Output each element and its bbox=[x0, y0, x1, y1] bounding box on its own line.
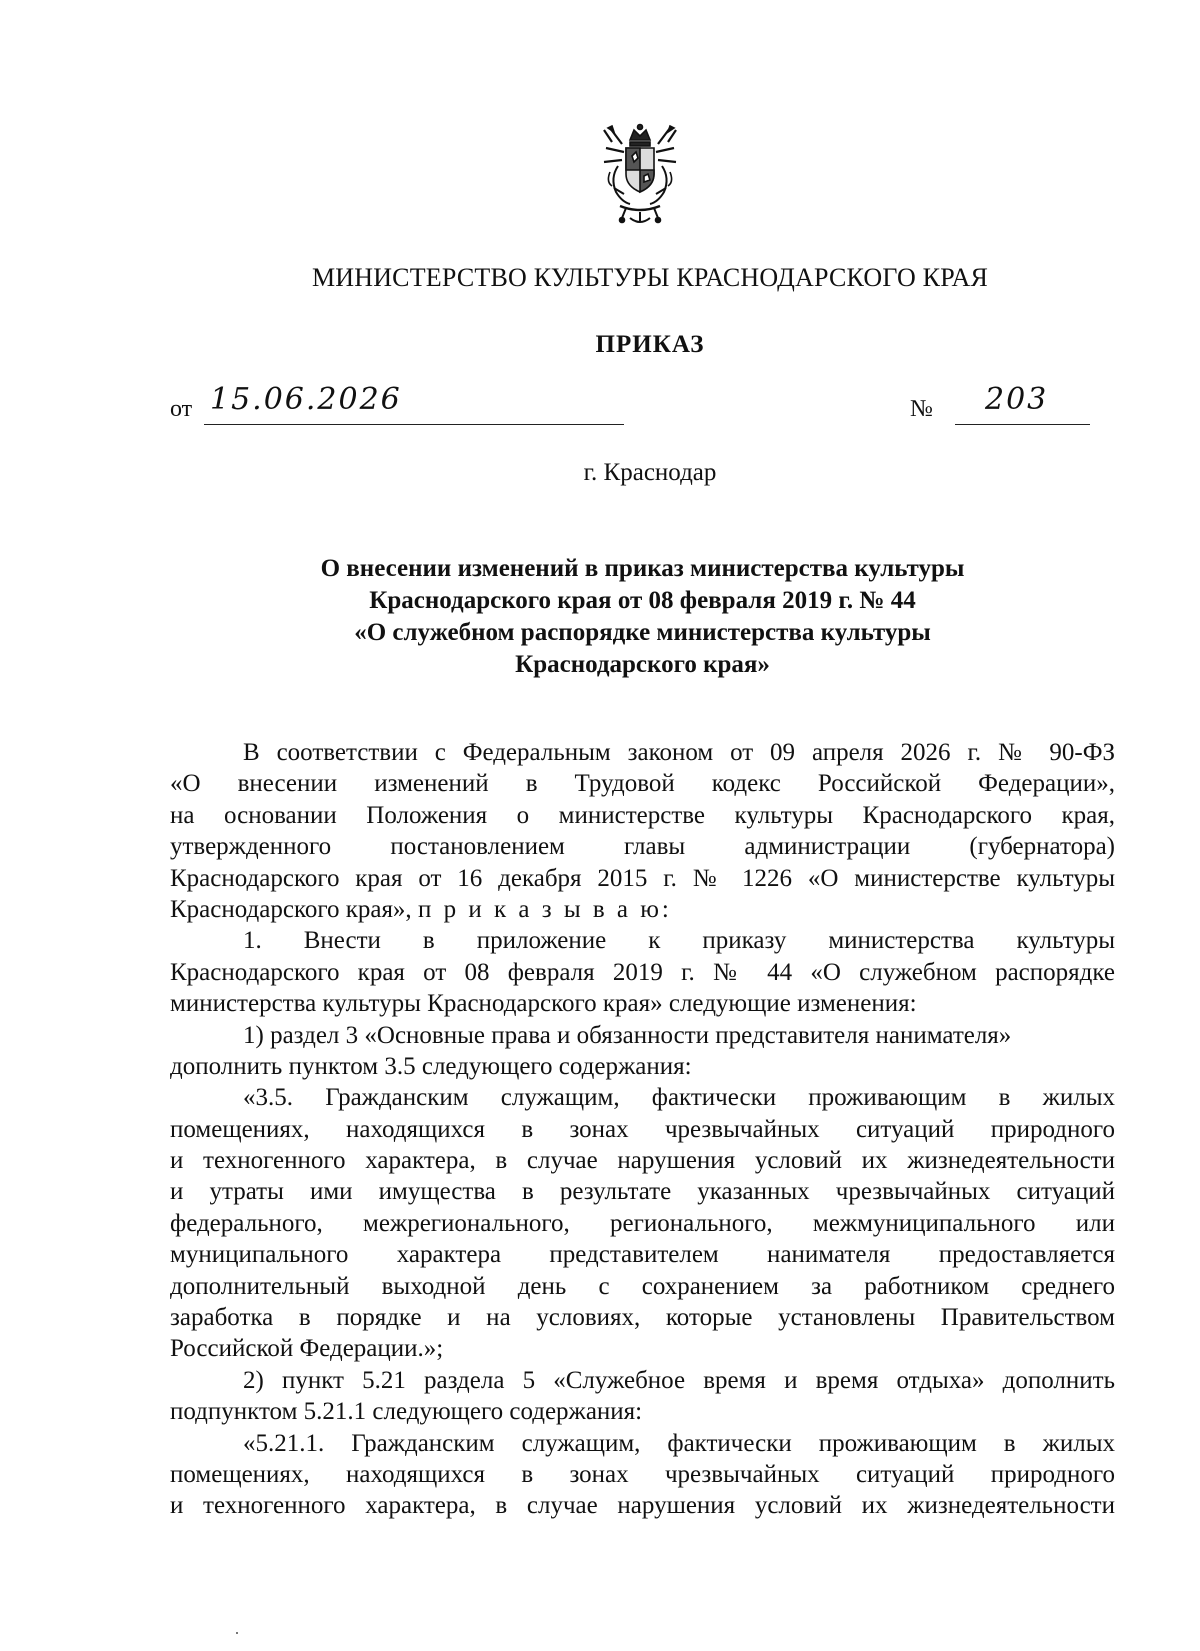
body-line: «3.5. Гражданским служащим, фактически проживающим в жилых bbox=[243, 1084, 1115, 1112]
subject-line: Краснодарского края» bbox=[515, 651, 770, 678]
body-line: помещениях, находящихся в зонах чрезвычайных ситуаций природного bbox=[170, 1460, 1115, 1488]
handwritten-date: 15.06.2026 bbox=[210, 382, 402, 417]
subject-line: «О служебном распорядке министерства культуры bbox=[354, 619, 931, 646]
handwritten-number: 203 bbox=[985, 382, 1049, 417]
date-number-row bbox=[170, 382, 1090, 428]
scan-speck bbox=[236, 1632, 238, 1634]
body-line: и утраты ими имущества в результате указанных чрезвычайных ситуаций bbox=[170, 1178, 1115, 1206]
number-underline bbox=[955, 424, 1090, 425]
body-line-with-directive bbox=[170, 894, 1115, 925]
body-line: Российской Федерации.»; bbox=[170, 1335, 444, 1363]
body-line: министерства культуры Краснодарского края» следующие изменения: bbox=[170, 990, 917, 1018]
body-line: и техногенного характера, в случае нарушения условий их жизнедеятельности bbox=[170, 1147, 1115, 1175]
coat-of-arms-icon bbox=[600, 122, 680, 228]
subject-line: Краснодарского края от 08 февраля 2019 г. № 44 bbox=[369, 587, 916, 614]
number-label: № bbox=[910, 396, 933, 422]
body-line: на основании Положения о министерстве культуры Краснодарского края, bbox=[170, 801, 1115, 829]
body-line: «5.21.1. Гражданским служащим, фактически проживающим в жилых bbox=[243, 1429, 1115, 1457]
body-line: 1. Внести в приложение к приказу министерства культуры bbox=[243, 927, 1115, 955]
body-line: помещениях, находящихся в зонах чрезвычайных ситуаций природного bbox=[170, 1115, 1115, 1143]
body-line: муниципального характера представителем нанимателя предоставляется bbox=[170, 1241, 1115, 1269]
date-underline bbox=[204, 424, 624, 425]
order-body bbox=[170, 737, 1115, 1522]
body-line: дополнительный выходной день с сохранением за работником среднего bbox=[170, 1272, 1115, 1300]
order-subject bbox=[170, 553, 1115, 681]
directive-word: п р и к а з ы в а ю: bbox=[417, 895, 672, 923]
document-type-title: ПРИКАЗ bbox=[595, 331, 705, 358]
body-line: 1) раздел 3 «Основные права и обязанности представителя нанимателя» bbox=[243, 1021, 1012, 1049]
city-line: г. Краснодар bbox=[583, 459, 717, 486]
body-line: и техногенного характера, в случае нарушения условий их жизнедеятельности bbox=[170, 1492, 1115, 1520]
ministry-title: МИНИСТЕРСТВО КУЛЬТУРЫ КРАСНОДАРСКОГО КРАЯ bbox=[311, 263, 989, 292]
date-label: от bbox=[170, 396, 193, 422]
body-line: Краснодарского края от 08 февраля 2019 г. № 44 «О служебном распорядке bbox=[170, 958, 1115, 986]
body-line: В соответствии с Федеральным законом от 09 апреля 2026 г. № 90-ФЗ bbox=[243, 739, 1115, 766]
body-line: федерального, межрегионального, регионального, межмуниципального или bbox=[170, 1209, 1115, 1237]
body-line: подпунктом 5.21.1 следующего содержания: bbox=[170, 1398, 643, 1426]
subject-line: О внесении изменений в приказ министерства культуры bbox=[320, 555, 965, 582]
body-line: дополнить пунктом 3.5 следующего содержания: bbox=[170, 1052, 692, 1080]
body-line: 2) пункт 5.21 раздела 5 «Служебное время и время отдыха» дополнить bbox=[243, 1366, 1115, 1394]
body-line: «О внесении изменений в Трудовой кодекс Российской Федерации», bbox=[170, 770, 1115, 798]
body-line: заработка в порядке и на условиях, которые установлены Правительством bbox=[170, 1304, 1115, 1332]
body-line-start: Краснодарского края», bbox=[170, 895, 412, 923]
body-line: утвержденного постановлением главы администрации (губернатора) bbox=[170, 833, 1115, 861]
body-line: Краснодарского края от 16 декабря 2015 г. № 1226 «О министерстве культуры bbox=[170, 864, 1115, 892]
